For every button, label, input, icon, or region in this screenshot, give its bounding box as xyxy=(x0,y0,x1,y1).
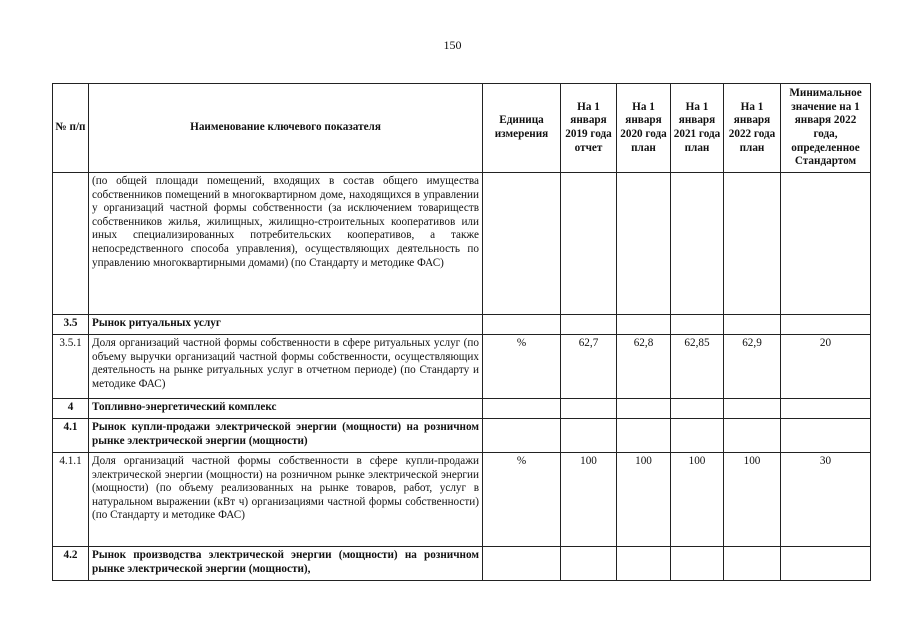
header-2020: На 1 января 2020 года план xyxy=(617,84,671,173)
row-min xyxy=(781,419,871,453)
header-num: № п/п xyxy=(53,84,89,173)
row-2021 xyxy=(671,419,724,453)
row-num: 4.1 xyxy=(53,419,89,453)
row-num: 4.2 xyxy=(53,547,89,581)
header-2021: На 1 января 2021 года план xyxy=(671,84,724,173)
row-min xyxy=(781,547,871,581)
row-unit: % xyxy=(483,335,561,399)
row-min xyxy=(781,173,871,315)
header-name: Наименование ключевого показателя xyxy=(89,84,483,173)
row-name: Топливно-энергетический комплекс xyxy=(89,399,483,419)
row-2019: 62,7 xyxy=(561,335,617,399)
row-2019 xyxy=(561,173,617,315)
row-2021 xyxy=(671,399,724,419)
row-2020 xyxy=(617,399,671,419)
row-2020 xyxy=(617,419,671,453)
header-min: Минимальное значение на 1 января 2022 года, определенное Стандартом xyxy=(781,84,871,173)
row-2022 xyxy=(724,419,781,453)
table-row xyxy=(53,547,871,581)
row-unit xyxy=(483,419,561,453)
row-2022 xyxy=(724,547,781,581)
table-row xyxy=(53,335,871,399)
row-2020 xyxy=(617,173,671,315)
row-num xyxy=(53,173,89,315)
row-2019 xyxy=(561,399,617,419)
row-2020 xyxy=(617,547,671,581)
row-2021 xyxy=(671,315,724,335)
row-name: Рынок производства электрической энергии (мощности) на розничном рынке электрической энергии (мощности), xyxy=(89,547,483,581)
row-unit xyxy=(483,173,561,315)
table-row xyxy=(53,419,871,453)
row-name: (по общей площади помещений, входящих в состав общего имущества собственников помещений в многоквартирном доме, находящихся в управлении у организаций частной формы собственности (за исключением товариществ собственников жилья, жилищных, жилищно-строительных кооперативов или иных специализированных потребительских кооперативов, а также непосредственного способа управления), осуществляющих деятельность по управлению многоквартирными домами) (по Стандарту и методике ФАС) xyxy=(89,173,483,315)
table-header-row xyxy=(53,84,871,173)
row-min xyxy=(781,399,871,419)
header-2022: На 1 января 2022 года план xyxy=(724,84,781,173)
row-num: 4.1.1 xyxy=(53,453,89,547)
row-2021: 100 xyxy=(671,453,724,547)
row-2020: 62,8 xyxy=(617,335,671,399)
row-num: 3.5 xyxy=(53,315,89,335)
row-min: 30 xyxy=(781,453,871,547)
page-number: 150 xyxy=(443,38,462,52)
row-2020 xyxy=(617,315,671,335)
row-2020: 100 xyxy=(617,453,671,547)
header-unit: Единица измерения xyxy=(483,84,561,173)
row-name: Рынок ритуальных услуг xyxy=(89,315,483,335)
row-2021 xyxy=(671,547,724,581)
table-row xyxy=(53,173,871,315)
row-name: Доля организаций частной формы собственности в сфере купли-продажи электрической энергии (мощности) на розничном рынке электрической энергии (мощности) (по объему реализованных на рынке товаров, работ, услуг в натуральном выражении (кВт ч) организациями частной формы собственности) (по Стандарту и методике ФАС) xyxy=(89,453,483,547)
row-2021 xyxy=(671,173,724,315)
row-unit xyxy=(483,315,561,335)
table-row xyxy=(53,453,871,547)
row-2022 xyxy=(724,173,781,315)
row-2019: 100 xyxy=(561,453,617,547)
table-row xyxy=(53,399,871,419)
row-num: 3.5.1 xyxy=(53,335,89,399)
row-unit: % xyxy=(483,453,561,547)
row-2022: 100 xyxy=(724,453,781,547)
row-2022: 62,9 xyxy=(724,335,781,399)
row-2022 xyxy=(724,399,781,419)
row-unit xyxy=(483,547,561,581)
row-min xyxy=(781,315,871,335)
row-2022 xyxy=(724,315,781,335)
table-row xyxy=(53,315,871,335)
row-unit xyxy=(483,399,561,419)
row-2019 xyxy=(561,547,617,581)
row-name: Доля организаций частной формы собственности в сфере ритуальных услуг (по объему выручки организаций частной формы собственности, осуществляющих деятельность на рынке ритуальных услуг в отчетном периоде) (по Стандарту и методике ФАС) xyxy=(89,335,483,399)
row-2019 xyxy=(561,419,617,453)
row-2021: 62,85 xyxy=(671,335,724,399)
row-2019 xyxy=(561,315,617,335)
indicators-table xyxy=(52,83,871,581)
header-2019: На 1 января 2019 года отчет xyxy=(561,84,617,173)
row-min: 20 xyxy=(781,335,871,399)
row-name: Рынок купли-продажи электрической энергии (мощности) на розничном рынке электрической энергии (мощности) xyxy=(89,419,483,453)
row-num: 4 xyxy=(53,399,89,419)
